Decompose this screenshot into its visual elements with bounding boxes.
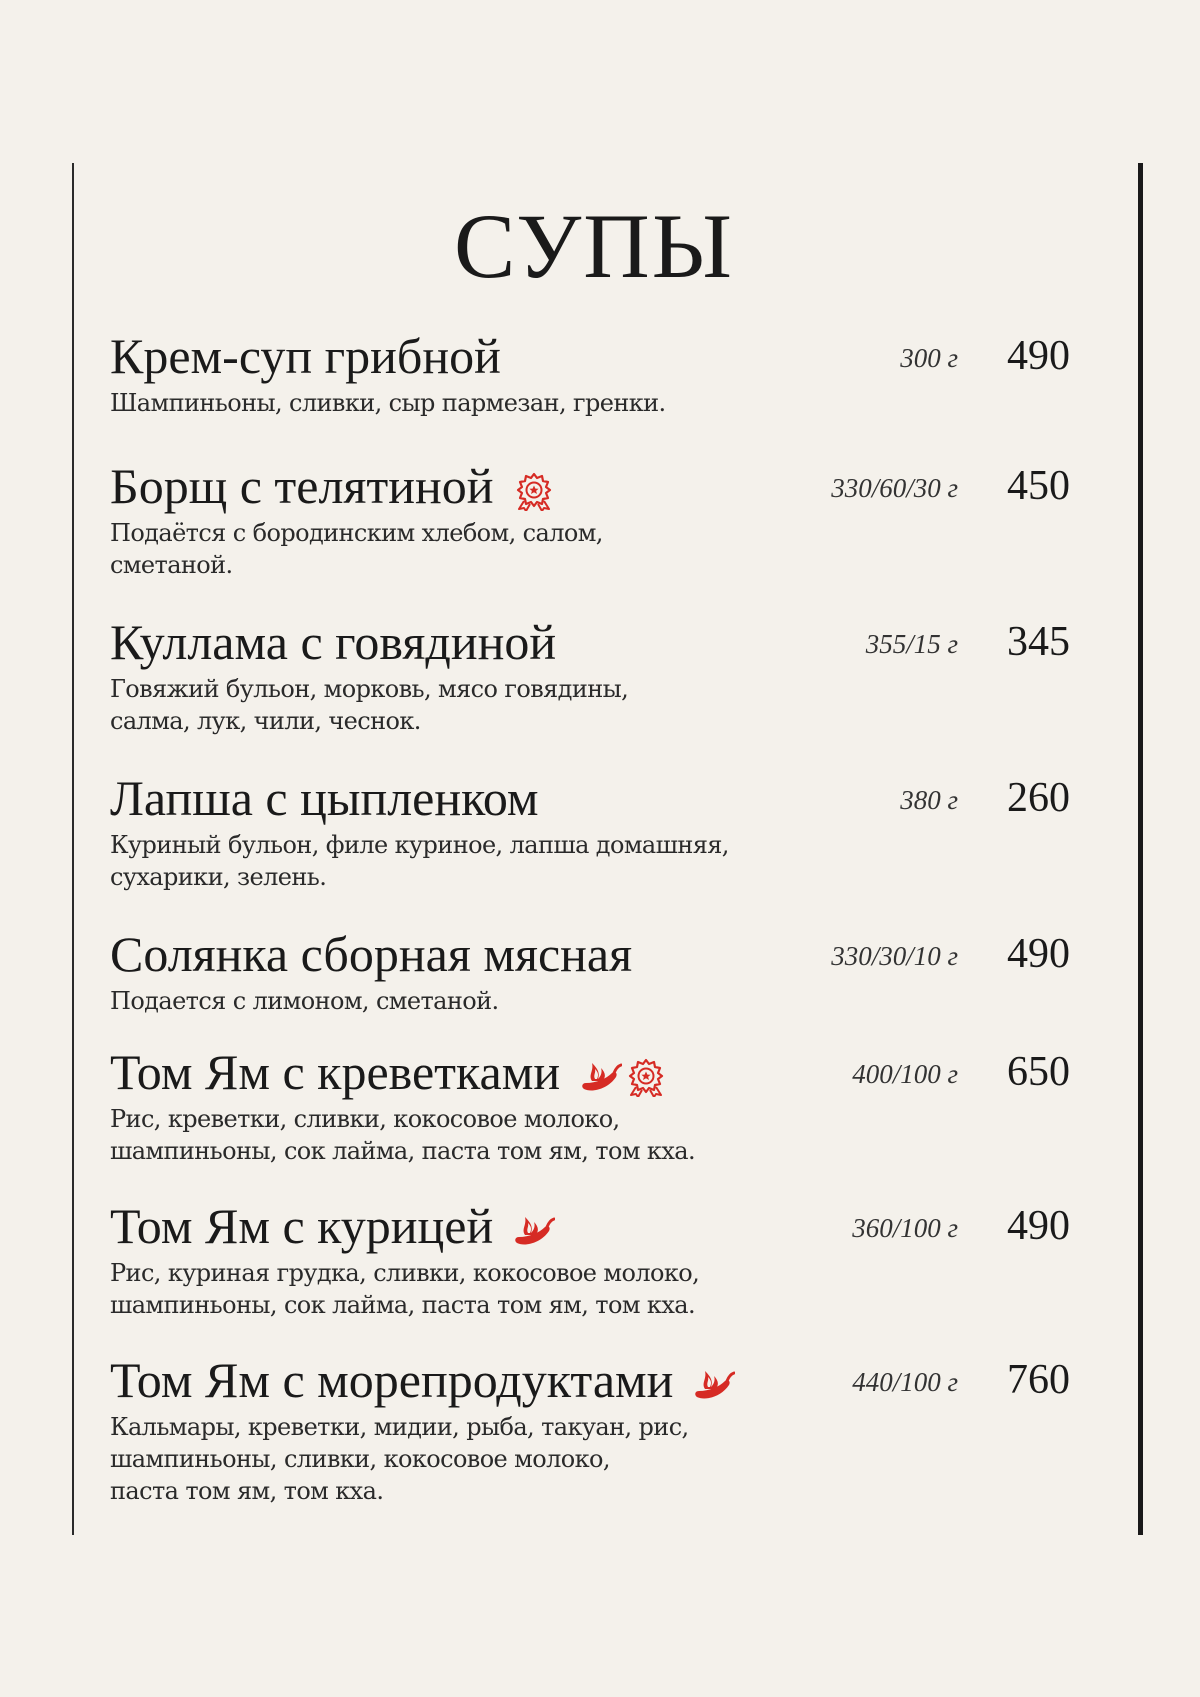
menu-item-description-line: шампиньоны, сок лайма, паста том ям, том кха. [110, 1291, 696, 1319]
menu-item [110, 769, 1070, 893]
menu-item-description-line: сухарики, зелень. [110, 863, 327, 891]
menu-item-price: 490 [1007, 931, 1070, 977]
menu-item-description-line: Рис, креветки, сливки, кокосовое молоко, [110, 1105, 620, 1133]
menu-item-description-line: Подается с лимоном, сметаной. [110, 987, 499, 1015]
menu-item-header [110, 925, 1070, 983]
medal-icon [624, 1050, 670, 1106]
chili-icon [691, 1358, 737, 1414]
menu-item-name: Том Ям с креветками [110, 1044, 561, 1100]
menu-item-description-line: Подаётся с бородинским хлебом, салом, [110, 519, 603, 547]
menu-item-description [110, 1411, 810, 1507]
menu-item-name: Том Ям с курицей [110, 1198, 494, 1254]
menu-item-price: 260 [1007, 775, 1070, 821]
menu-item-description-line: сметаной. [110, 551, 233, 579]
menu-item-price: 450 [1007, 463, 1070, 509]
chili-icon [511, 1204, 557, 1260]
menu-item-description-line: Кальмары, креветки, мидии, рыба, такуан, рис, [110, 1413, 689, 1441]
menu-item [110, 925, 1070, 1017]
menu-item-name-wrap [110, 769, 539, 827]
menu-item-weight: 355/15 г [865, 629, 958, 659]
menu-items-list [110, 327, 1070, 1507]
menu-item-weight: 330/60/30 г [831, 473, 958, 503]
menu-item-price: 650 [1007, 1049, 1070, 1095]
menu-item-description [110, 985, 810, 1017]
menu-item-description [110, 517, 810, 581]
menu-item-name-wrap [110, 457, 558, 521]
section-title: СУПЫ [454, 195, 734, 297]
menu-item [110, 327, 1070, 419]
chili-icon [578, 1050, 624, 1106]
menu-item-header [110, 769, 1070, 827]
menu-item-price: 490 [1007, 333, 1070, 379]
menu-item-badges [511, 1203, 557, 1261]
menu-item-name: Солянка сборная мясная [110, 926, 633, 982]
menu-item-header [110, 1197, 1070, 1255]
menu-item-name-wrap [110, 1351, 737, 1415]
menu-item-name-wrap [110, 613, 556, 671]
menu-item-description-line: Говяжий бульон, морковь, мясо говядины, [110, 675, 629, 703]
menu-item-description [110, 829, 810, 893]
menu-item-weight: 360/100 г [852, 1213, 958, 1243]
menu-item-price: 490 [1007, 1203, 1070, 1249]
menu-item-weight: 300 г [900, 343, 958, 373]
menu-item-description-line: шампиньоны, сок лайма, паста том ям, том кха. [110, 1137, 696, 1165]
menu-item-weight: 330/30/10 г [831, 941, 958, 971]
menu-item-header [110, 613, 1070, 671]
menu-item-description [110, 387, 810, 419]
menu-item-description [110, 1257, 810, 1321]
menu-item-name-wrap [110, 1197, 557, 1261]
menu-item-header [110, 457, 1070, 515]
menu-item-weight: 400/100 г [852, 1059, 958, 1089]
menu-item-header [110, 1043, 1070, 1101]
menu-item [110, 613, 1070, 737]
menu-item-description-line: Шампиньоны, сливки, сыр пармезан, гренки. [110, 389, 666, 417]
menu-item-name: Том Ям с морепродуктами [110, 1352, 674, 1408]
menu-item-description-line: салма, лук, чили, чеснок. [110, 707, 421, 735]
menu-item [110, 1351, 1070, 1507]
menu-item-weight: 380 г [900, 785, 958, 815]
menu-item-price: 345 [1007, 619, 1070, 665]
menu-item-header [110, 327, 1070, 385]
menu-item-badges [578, 1049, 670, 1107]
menu-item-description [110, 1103, 810, 1167]
menu-item-name-wrap [110, 925, 632, 983]
menu-item-badges [512, 463, 558, 521]
menu-item-description-line: Рис, куриная грудка, сливки, кокосовое молоко, [110, 1259, 700, 1287]
menu-item-name-wrap [110, 1043, 670, 1107]
menu-item-description-line: шампиньоны, сливки, кокосовое молоко, [110, 1445, 610, 1473]
menu-item-description-line: Куриный бульон, филе куриное, лапша домашняя, [110, 831, 729, 859]
medal-icon [512, 464, 558, 520]
menu-item-weight: 440/100 г [852, 1367, 958, 1397]
menu-item [110, 1197, 1070, 1321]
menu-item-description-line: паста том ям, том кха. [110, 1477, 384, 1505]
right-border-line [1138, 163, 1143, 1535]
menu-item [110, 457, 1070, 581]
menu-item-badges [691, 1357, 737, 1415]
menu-item-description [110, 673, 810, 737]
menu-item-name: Лапша с цыпленком [110, 770, 539, 826]
menu-item-header [110, 1351, 1070, 1409]
menu-item-name-wrap [110, 327, 501, 385]
menu-item [110, 1043, 1070, 1167]
menu-item-name: Борщ с телятиной [110, 458, 494, 514]
menu-item-name: Куллама с говядиной [110, 614, 557, 670]
menu-item-name: Крем-суп грибной [110, 328, 501, 384]
left-border-line [72, 163, 74, 1535]
menu-item-price: 760 [1007, 1357, 1070, 1403]
